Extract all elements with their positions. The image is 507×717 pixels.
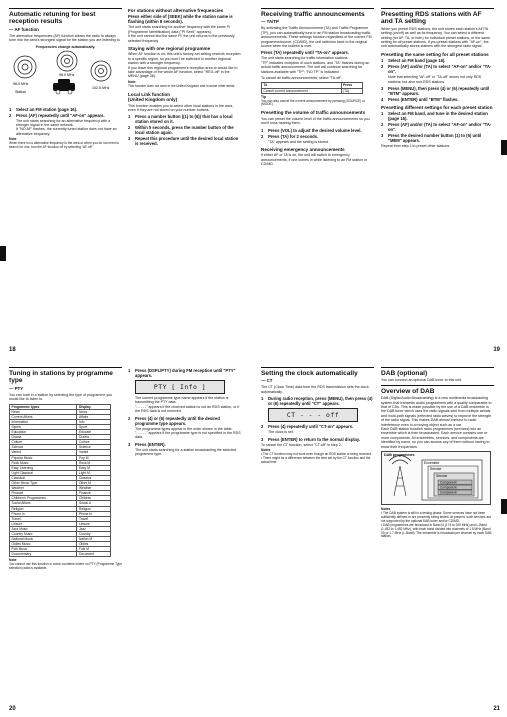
ta-table-head-press: Press <box>341 83 362 88</box>
local-link-heading: Local Link function <box>128 91 171 97</box>
pty-type-cell: Rock Music <box>10 460 77 465</box>
pty-step-1-body: The current programme type name appears if the station is transmitting the PTY data. "- - - - -" appears if the received station is not an RDS station, or if the RDS data is not received. <box>135 396 240 414</box>
dab-overview-body: DAB (Digital Audio Broadcasting) is a new multimedia broadcasting system that transmits audio programmes with a quality comparable to that of CDs. This is made possible by the use of a DAB ensemble in the DAB tuner which uses the radio signals sent from multiple aerials and multi-path signals (reflected radio waves) to improve the strength of the radio signal. This makes DAB almost immune to radio interference even in a moving object such as a car. Each DAB station bundles radio programmes (services) into an ensemble which is then broadcasted. Each service contains one or more components. All ensembles, services, and components are identified by name, so you can access any of them without having to know their frequencies. <box>381 396 492 449</box>
ta-heading: Receiving traffic announcements <box>261 8 374 18</box>
ta-volume-body: You can preset the volume level of the traffic announcements so you won't miss hearing them. <box>261 116 370 126</box>
pty-table-row <box>10 552 111 557</box>
pty-note: Note You cannot use this function in some countries where no PTY (Programme Type selection) data is available. <box>9 558 122 571</box>
pty-type-cell: Weather <box>10 486 77 491</box>
af-label-station: Station <box>15 89 27 94</box>
pty-type-cell: Social Affairs <box>10 501 77 506</box>
preset-rds-heading: Presetting RDS stations with AF and TA setting <box>381 8 494 26</box>
pty-type-cell: Popular Music <box>10 455 77 460</box>
pty-display-cell: Culture <box>77 440 111 445</box>
pty-display-cell: Religion <box>77 506 111 511</box>
no-af-heading: For stations without alternative frequencies <box>128 8 224 13</box>
pty-table-head-type: Programme types <box>10 404 77 409</box>
pty-step-3: 3 Press (ENTER). <box>128 441 166 447</box>
pty-type-cell: Current Affairs <box>10 414 77 419</box>
pty-step-1: 1 Press (DSPL/PTY) during FM reception until "PTY" appears. <box>128 368 236 378</box>
ta-volume-heading: Presetting the volume of traffic announcements <box>261 110 366 116</box>
pty-type-cell: News <box>10 409 77 414</box>
af-diagram <box>9 49 117 99</box>
dab-diagram-title: DAB programmes <box>384 453 415 458</box>
pty-type-cell: Jazz Music <box>10 526 77 531</box>
pty-type-cell: Culture <box>10 440 77 445</box>
p19-col2 <box>381 8 494 151</box>
pty-display-cell: Travel <box>77 516 111 521</box>
pty-display-cell: Folk M <box>77 547 111 552</box>
af-subheading: — AF function <box>9 26 39 32</box>
regional-note: Note This function does not work in the United Kingdom and in some other areas. <box>128 79 236 88</box>
pty-display-readout: PTY [ Info ] <box>135 380 225 394</box>
pty-display-cell: Science <box>77 445 111 450</box>
pty-display-cell: Jazz <box>77 526 111 531</box>
af-label-98: 98.5 MHz <box>13 81 29 86</box>
emergency-body: If either AF or TA is on, the unit will switch to emergency announcements, if one comes in while listening to an FM station or CD/MD. <box>261 153 368 167</box>
ct-cancel: To cancel the CT function, select "CT-off" in step 2. <box>261 442 342 447</box>
pty-display-cell: News <box>77 409 111 414</box>
page-number-20: 20 <box>9 706 16 712</box>
pi-seek-step: Press either side of (SEEK) while the station name is flashing (within 8 seconds). <box>128 14 233 25</box>
ct-subheading: — CT <box>261 378 273 384</box>
af-label-102: 102.5 MHz <box>92 85 110 90</box>
pty-display-cell: Easy M <box>77 465 111 470</box>
dab-label-ensemble: Ensemble <box>424 461 440 466</box>
page-number-18: 18 <box>9 347 16 353</box>
p21-col2 <box>381 367 494 541</box>
emergency-heading: Receiving emergency announcements <box>261 147 345 152</box>
page-tab-marker <box>501 140 507 155</box>
p18-col1 <box>9 8 122 152</box>
pi-seek-body: The unit starts searching for another frequency with the same PI (Programme Identification) data ("PI Seek" appears). If the unit cannot find the same PI, the unit returns to the previously selected frequency. <box>128 25 235 43</box>
pty-display-cell: Document <box>77 552 111 557</box>
pty-type-cell: Phone In <box>10 511 77 516</box>
ta-volume-step-2: 2 Press (TA) for 2 seconds. <box>261 133 319 139</box>
pty-display-cell: Rock M <box>77 460 111 465</box>
page-number-19: 19 <box>493 347 500 353</box>
p20-col1 <box>9 367 122 573</box>
page-21 <box>254 359 507 717</box>
pty-type-cell: Education <box>10 430 77 435</box>
af-label-96: 96.0 MHz <box>59 72 75 77</box>
pty-display-cell: Weather <box>77 486 111 491</box>
pty-intro: You can tune in a station by selecting the type of programme you would like to listen to. <box>9 392 113 402</box>
ta-table-cell-action: Cancel current announcement <box>262 88 342 93</box>
pty-type-cell: Easy Listening <box>10 465 77 470</box>
regional-body: When AF function is on: this unit's factory-set setting restricts reception to a specific region, so you won't be switched to another regional station with a stronger frequency. If you leave this regional programme's reception area or would like to take advantage of the whole AF function, select "REG-off" in the MENU (page 36). <box>128 52 241 79</box>
dab-label-component-2: Component <box>440 485 457 490</box>
af-note: Note When there is no alternative frequency in the area or when you do not need to search for one, turn the AF function off by selecting "AF-off". <box>9 137 120 150</box>
af-intro: The alternative frequencies (AF) function allows the radio to always tune into the area's strongest signal for the station you are listening to. <box>9 33 121 43</box>
preset-same-step-3: 3 Press (MENU), then press (4) or (6) repeatedly until "BTM" appears. <box>381 86 490 97</box>
ct-step-1: 1 During radio reception, press (MENU), then press (4) or (6) repeatedly until "CT" appears. <box>261 396 373 407</box>
dab-overview-heading: Overview of DAB <box>381 385 494 395</box>
ta-volume-step-2-body: "TA" appears and the setting is stored. <box>268 139 330 144</box>
af-step-2: 2 Press (AF) repeatedly until "AF-on" appears. <box>9 112 105 118</box>
pty-type-cell: Religion <box>10 506 77 511</box>
page-number-21: 21 <box>493 706 500 712</box>
pty-type-cell: Finance <box>10 491 77 496</box>
ta-volume-step-1: 1 Press (VOL) to adjust the desired volume level. <box>261 127 362 133</box>
local-link-subheading: (United Kingdom only) <box>128 97 178 103</box>
pty-display-cell: Nation M <box>77 537 111 542</box>
preset-diff-step-3: 3 Press the desired number button (1) to (6) until "MEM" appears. <box>381 133 482 144</box>
pty-type-cell: National Music <box>10 537 77 542</box>
local-step-1: 1 Press a number button ((1) to (6)) that has a local station stored on it. <box>128 114 233 125</box>
pty-table <box>9 404 111 558</box>
pty-type-cell: Classical <box>10 475 77 480</box>
dab-label-component-1: Component <box>440 480 457 485</box>
preset-same-step-4: 4 Press (ENTER) until "BTM" flashes. <box>381 97 459 103</box>
preset-same-step-1: 1 Select an FM band (page 16). <box>381 58 446 64</box>
pty-display-cell: Children <box>77 496 111 501</box>
ta-subheading: — TA/TP <box>261 19 279 25</box>
spread-top <box>0 0 507 358</box>
pty-display-cell: Affairs <box>77 414 111 419</box>
pty-type-cell: Light Classical <box>10 470 77 475</box>
af-heading: Automatic retuning for best reception results <box>9 8 122 26</box>
pty-type-cell: Varied <box>10 450 77 455</box>
ct-intro: The CT (Clock Time) data from the RDS transmission sets the clock automatically. <box>261 385 369 394</box>
pty-type-cell: Oldies Music <box>10 542 77 547</box>
p19-col1 <box>261 8 374 169</box>
pty-display-cell: Finance <box>77 491 111 496</box>
pty-type-cell: Drama <box>10 435 77 440</box>
p21-col1 <box>261 367 374 467</box>
pty-type-cell: Folk Music <box>10 547 77 552</box>
pty-display-cell: Classics <box>77 475 111 480</box>
ct-step-3: 3 Press (ENTER) to return to the normal display. <box>261 436 361 442</box>
regional-heading: Staying with one regional programme <box>128 46 211 52</box>
ta-table-cell-key: (TA) <box>341 88 362 93</box>
ct-step-2: 2 Press (4) repeatedly until "CT-on" appears. <box>261 424 354 430</box>
dab-label-component-3: Component <box>440 490 457 495</box>
radio-tower-icon <box>389 456 411 497</box>
pty-subheading: — PTY <box>9 385 24 391</box>
pty-display-cell: Leisure <box>77 521 111 526</box>
pty-type-cell: Travel <box>10 516 77 521</box>
preset-same-step-2-body: Note that selecting "AF-off" or "TA-off" stores not only RDS stations, but also non-RDS stations. <box>388 75 482 84</box>
pty-type-cell: Documentary <box>10 552 77 557</box>
local-step-2: 2 Within 5 seconds, press the number button of the local station again. <box>128 125 234 136</box>
pty-display-cell: Varied <box>77 450 111 455</box>
spread-bottom <box>0 359 507 717</box>
car-icon <box>53 79 75 94</box>
pty-type-cell: Other Music Type <box>10 481 77 486</box>
pty-type-cell: Country Music <box>10 531 77 536</box>
ct-display-readout: CT - - - off <box>268 408 358 422</box>
ta-press-step: Press (TA) repeatedly until "TA-on" appears. <box>261 50 350 56</box>
pty-display-cell: Info <box>77 419 111 424</box>
pty-type-cell: Science <box>10 445 77 450</box>
ta-press-body: The unit starts searching for traffic information stations. "TP" indicates reception of such stations, and "TA" flashes during an actual traffic announcement. The unit will continue searching for stations available with "TP"; "NO TP" is indicated. <box>261 56 370 74</box>
ct-step-2-body: The clock is set. <box>268 430 294 435</box>
page-tab-marker <box>0 246 6 261</box>
preset-same-step-2: 2 Press (AF) and/or (TA) to select "AF-on" and/or "TA-on". <box>381 64 492 75</box>
preset-rds-intro: When you preset RDS stations, the unit stores each station's AF/TA setting (on/off) as well as its frequency. You can select a different setting (for AF, TA, or both) for individual preset stations, or the same setting for all preset stations. If you preset stations with "AF-on", the unit automatically stores stations with the strongest radio signal. <box>381 26 491 49</box>
page-19 <box>254 0 507 358</box>
page-18 <box>0 0 253 358</box>
pty-step-2-body: The programme types appear in the order shown in the table. "- - - - -" appears if the programme type is not specified in the RDS data. <box>135 426 241 440</box>
pty-type-cell: Children's Programmes <box>10 496 77 501</box>
ct-notes: Notes • The CT function may not work even though an RDS station is being received. • There might be a difference between the time set by the CT function and the actual time. <box>261 448 372 464</box>
pty-type-cell: Sports <box>10 425 77 430</box>
dab-label-service-2: Service <box>436 474 448 479</box>
dab-notes: Notes • The DAB system is still in a testing phase. Some services have not been sufficiently defined or are presently being tested. At present, such services are not supported by the optional DAB tuner and/or CD/MD. • DAB programmes are broadcast in Band III (174 to 240 MHz) and L-Band (1,452 to 1,492 MHz), with each band divided into channels of 1.5 MHz (Band III) or 1.7 MHz (L-Band). The ensemble is broadcast per channel by each DAB station. <box>381 507 492 539</box>
af-step-1: 1 Select an FM station (page 16). <box>9 106 78 112</box>
pty-step-3-body: The unit starts searching for a station broadcasting the selected programme type. <box>135 447 237 457</box>
page-tab-marker <box>501 499 507 514</box>
pty-step-2: 2 Press (4) or (6) repeatedly until the desired programme type appears. <box>128 415 220 426</box>
pty-display-cell: Drama <box>77 435 111 440</box>
pty-display-cell: Phone In <box>77 511 111 516</box>
ta-table <box>261 82 363 93</box>
ta-intro: By activating the Traffic Announcement (TA) and Traffic Programme (TP), you can automatically tune in an FM station broadcasting traffic announcements. These settings function regardless of the current FM programme/source, (CD/MD); the unit switches back to the original source when the bulletin is over. <box>261 26 372 49</box>
p20-col2 <box>128 367 241 459</box>
pty-table-head-display: Display <box>77 404 111 409</box>
local-step-3: 3 Repeat this procedure until the desired local station is received. <box>128 136 239 147</box>
ct-heading: Setting the clock automatically <box>261 367 374 377</box>
dab-hierarchy <box>382 452 490 504</box>
af-figure <box>9 45 122 104</box>
pty-type-cell: Information <box>10 419 77 424</box>
pty-display-cell: Sport <box>77 425 111 430</box>
p18-col2 <box>128 8 241 147</box>
preset-diff-step-1: 1 Select an FM band, and tune in the desired station (page 16). <box>381 111 488 122</box>
preset-diff-end: Repeat from step 1 to preset other stations. <box>381 144 451 149</box>
dab-intro: You can connect an optional DAB tuner to this unit. <box>381 378 462 383</box>
ta-tip: Tip You can also cancel the current announcement by pressing (SOURCE) or (MODE). <box>261 94 365 107</box>
preset-diff-heading: Presetting different settings for each preset station <box>381 105 493 111</box>
pty-display-cell: Other M <box>77 481 111 486</box>
preset-same-heading: Presetting the same setting for all preset stations <box>381 51 489 57</box>
pty-display-cell: Social A <box>77 501 111 506</box>
pty-heading: Tuning in stations by programme type <box>9 367 122 385</box>
pty-display-cell: Pop M <box>77 455 111 460</box>
pty-type-cell: Leisure <box>10 521 77 526</box>
page-20 <box>0 359 253 717</box>
pty-display-cell: Country <box>77 531 111 536</box>
af-step-2-body: The unit starts searching for an alternative frequency with a stronger signal in the same network. If "NO AF" flashes, the currently tuned station does not have an alternative frequency. <box>16 118 117 136</box>
dab-diagram <box>381 451 491 505</box>
local-link-body: This function enables you to select other local stations in the area, even if they are not stored on your number buttons. <box>128 103 234 112</box>
dab-heading: DAB (optional) <box>381 367 494 377</box>
af-figure-title: Frequencies change automatically. <box>35 44 96 49</box>
pty-display-cell: Oldies <box>77 542 111 547</box>
preset-diff-step-2: 2 Press (AF) and/or (TA) to select "AF-on" and/or "TA-on". <box>381 122 492 133</box>
pty-display-cell: Educate <box>77 430 111 435</box>
dab-label-service-1: Service <box>430 467 442 472</box>
ta-table-head-to: To <box>262 83 342 88</box>
ta-cancel-intro: To cancel all traffic announcements, select "TA-off". <box>261 76 343 81</box>
pty-display-cell: Light M <box>77 470 111 475</box>
